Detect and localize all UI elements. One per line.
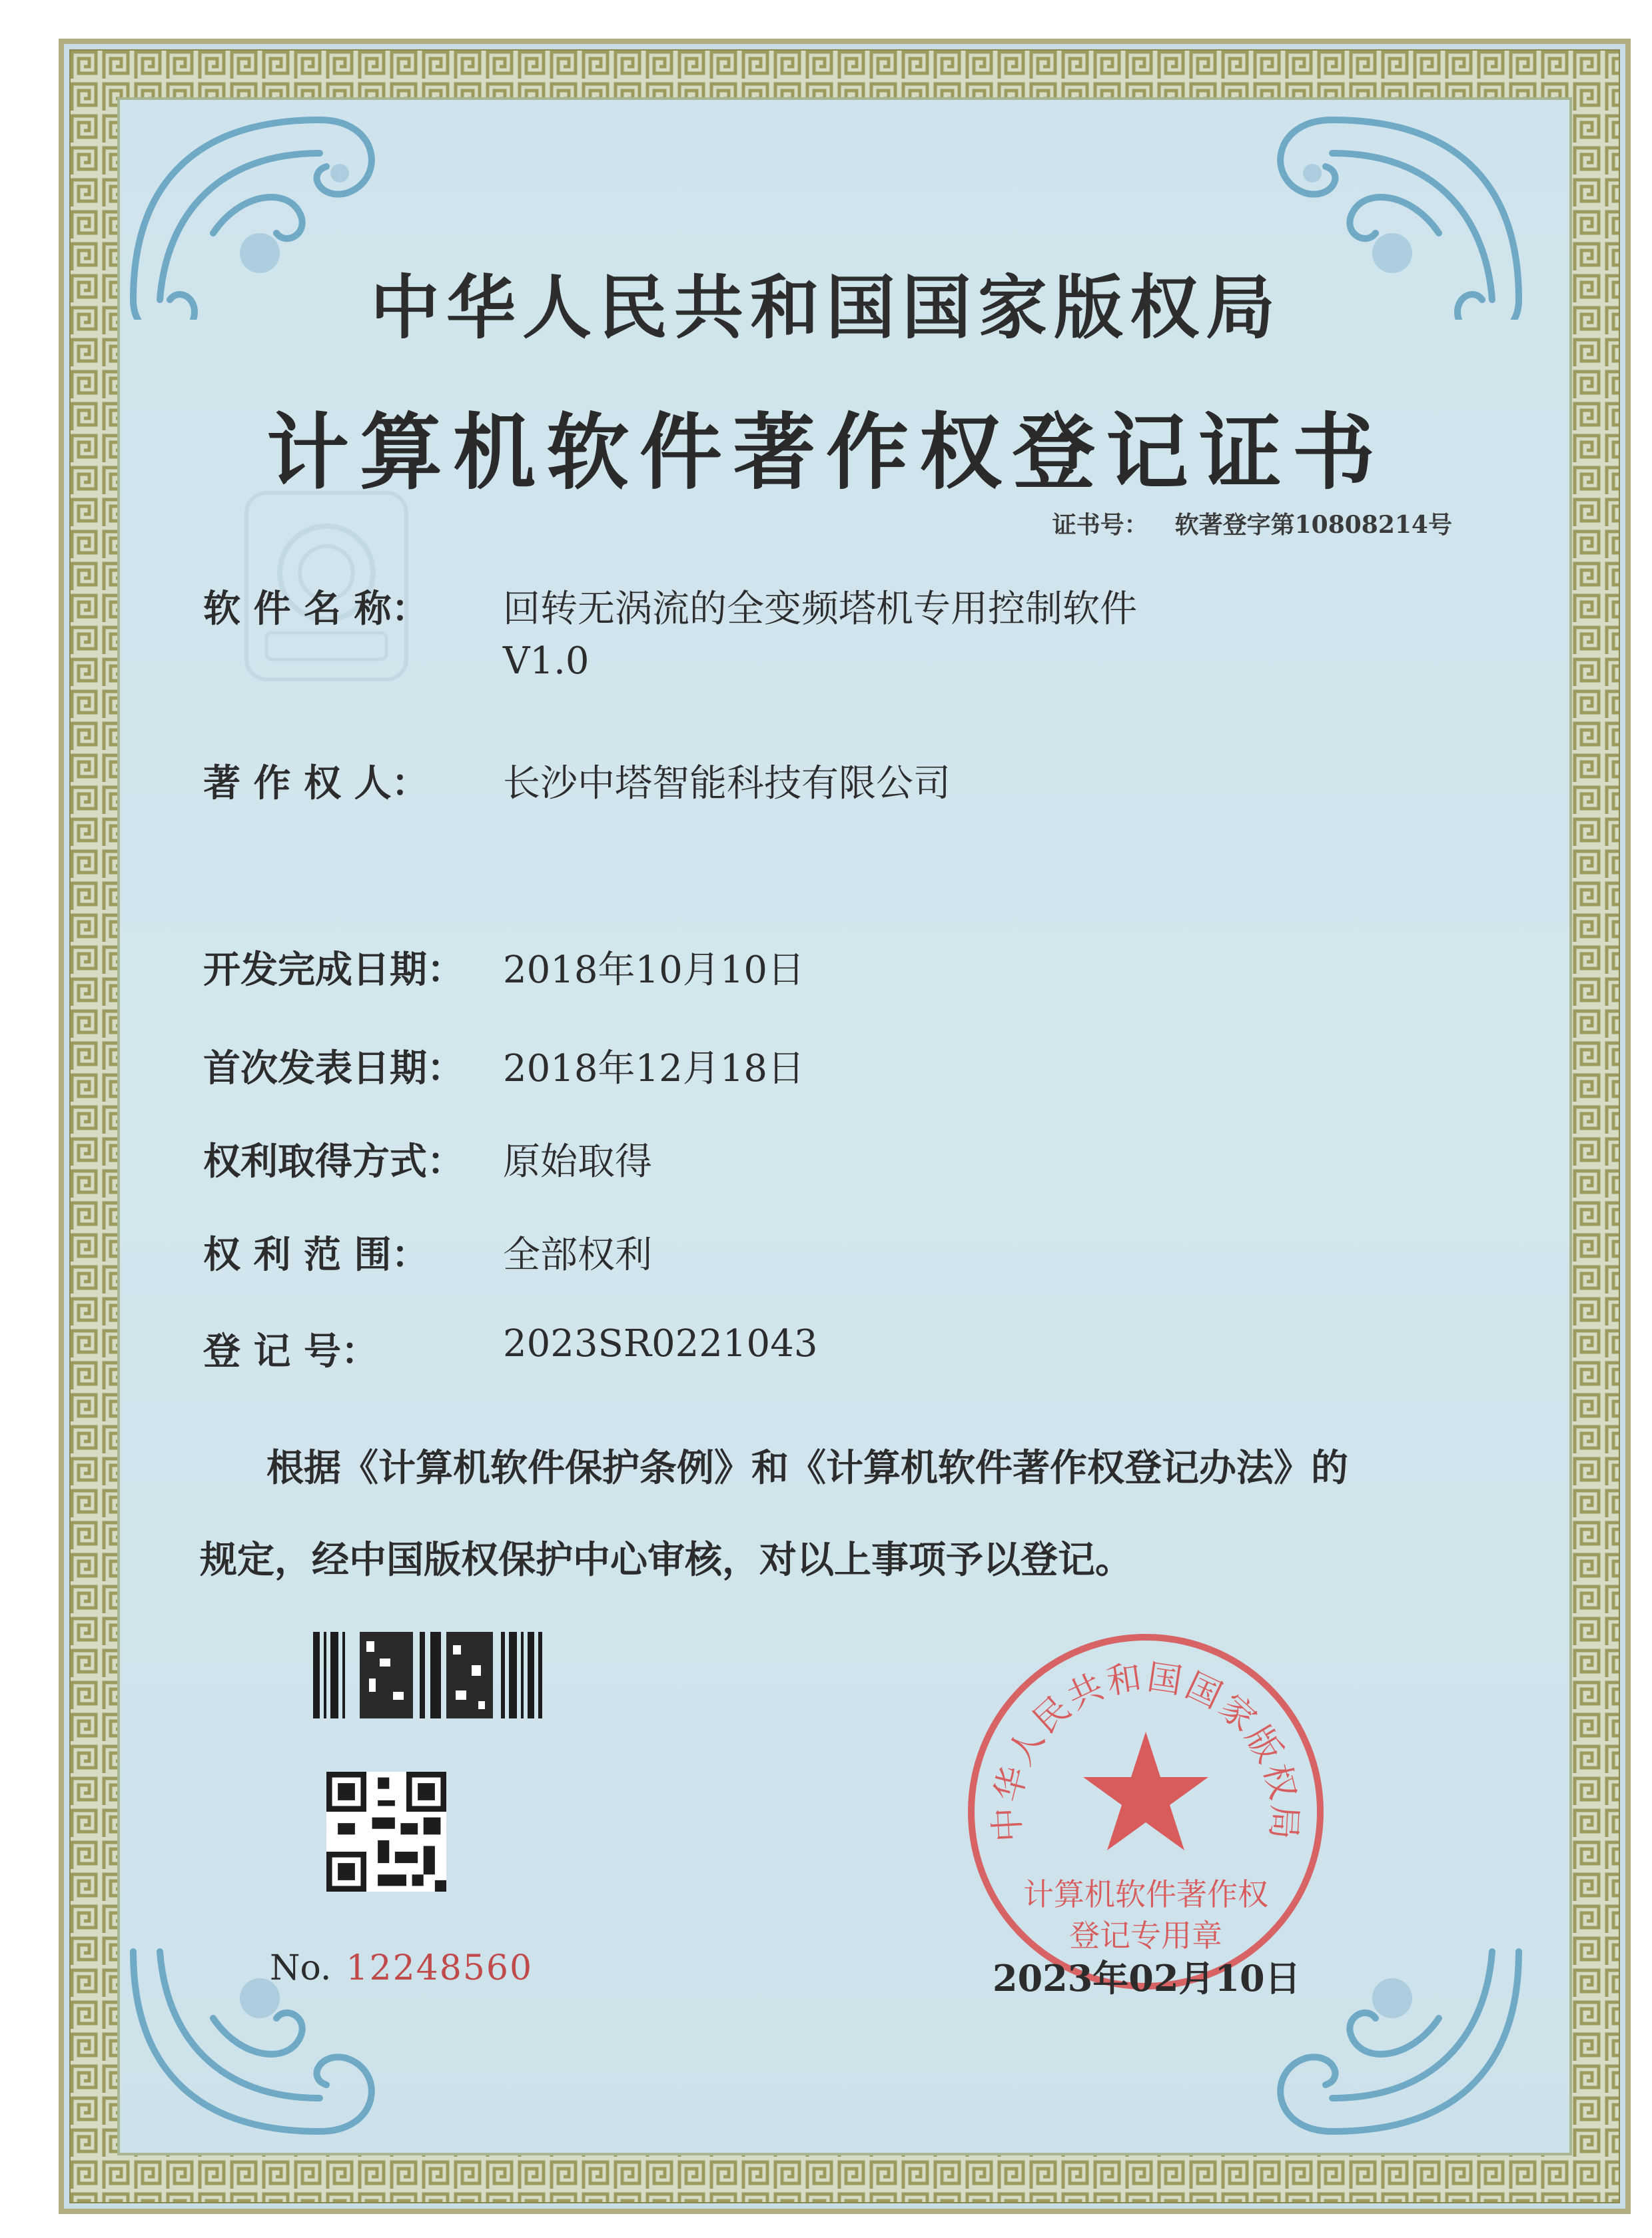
issuing-authority: 中华人民共和国国家版权局 (370, 266, 1282, 348)
field-value-rights-scope: 全部权利 (503, 1234, 652, 1277)
field-label-development-date: 开发完成日期： (203, 948, 464, 992)
certificate-title: 计算机软件著作权登记证书 (266, 404, 1386, 501)
certificate-number-label: 证书号： (1052, 511, 1148, 539)
seal-inner-text-line-2: 登记专用章 (1069, 1918, 1222, 1954)
serial-number-prefix: No. (270, 1948, 332, 1988)
field-value-development-date: 2018年10月10日 (503, 948, 805, 992)
field-value-software-name: 回转无涡流的全变频塔机专用控制软件 (503, 587, 1137, 631)
field-value-copyright-owner: 长沙中塔智能科技有限公司 (503, 762, 951, 805)
seal-inner-text-line-1: 计算机软件著作权 (1023, 1876, 1268, 1912)
issue-date: 2023年02月10日 (993, 1957, 1301, 2000)
statement-line-1: 根据《计算机软件保护条例》和《计算机软件著作权登记办法》的 (266, 1446, 1348, 1490)
certificate-number (1052, 506, 1452, 540)
field-label-acquisition-method: 权利取得方式： (203, 1140, 464, 1184)
field-label-rights-scope: 权 利 范 围： (203, 1233, 429, 1277)
qr-code (326, 1772, 446, 1892)
field-value-software-version: V1.0 (503, 639, 590, 683)
field-value-acquisition-method: 原始取得 (503, 1140, 652, 1184)
field-label-publication-date: 首次发表日期： (203, 1046, 464, 1090)
certificate-number-value: 软著登字第10808214号 (1174, 511, 1452, 539)
serial-number (270, 1948, 533, 1988)
field-label-registration-number: 登 记 号： (203, 1329, 378, 1373)
seal-outer-text: 中华人民共和国国家版权局 (987, 1657, 1305, 1843)
statement-line-2: 规定，经中国版权保护中心审核，对以上事项予以登记。 (200, 1538, 1132, 1582)
seal-star-icon (1083, 1732, 1208, 1850)
field-value-publication-date: 2018年12月18日 (503, 1047, 805, 1090)
field-label-copyright-owner: 著 作 权 人： (203, 761, 429, 805)
field-value-registration-number: 2023SR0221043 (503, 1322, 818, 1365)
official-seal (959, 1625, 1332, 1998)
field-label-software-name: 软 件 名 称： (203, 587, 429, 631)
serial-number-value: 12248560 (346, 1948, 534, 1988)
barcode (313, 1632, 546, 1718)
